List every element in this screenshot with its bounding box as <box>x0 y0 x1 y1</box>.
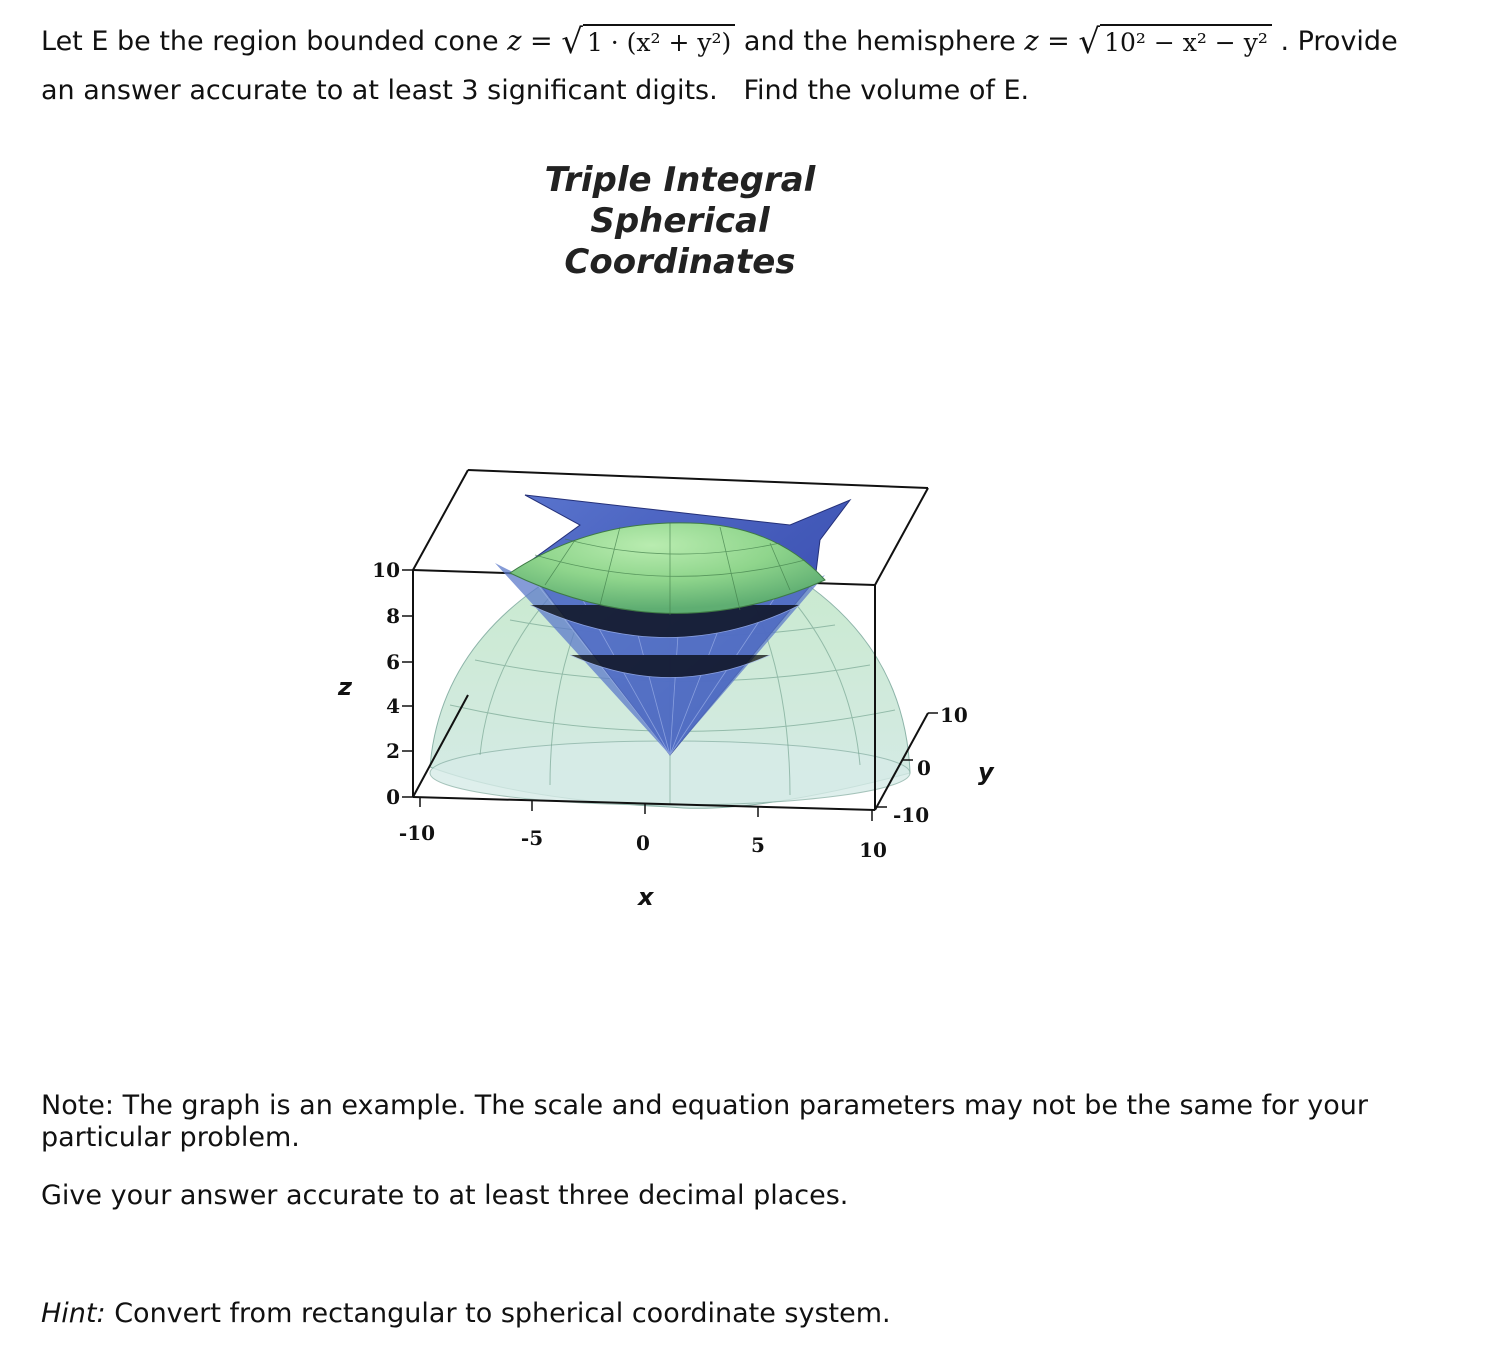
task-text: Find the volume of E. <box>743 75 1030 106</box>
x-tick-label: 10 <box>859 838 887 862</box>
z-tick-label: 8 <box>386 604 400 628</box>
hint-text: Convert from rectangular to spherical coordinate system. <box>105 1298 891 1329</box>
plot-title-line-1: Triple Integral <box>544 160 816 200</box>
problem-text: Let E be the region bounded cone <box>41 26 499 57</box>
problem-text-3: . Provide <box>1280 26 1398 57</box>
x-tick-label: 5 <box>751 833 765 857</box>
plot-title <box>470 160 890 283</box>
cone-z-equals: z = <box>507 26 553 57</box>
x-tick-label: -10 <box>398 821 436 845</box>
problem-line-2 <box>41 67 1461 115</box>
x-tick-label: -5 <box>520 826 544 850</box>
z-tick-label: 6 <box>386 650 400 674</box>
y-tick-label: 0 <box>917 756 931 780</box>
z-tick-label: 4 <box>386 694 400 718</box>
cone-root: √ 1 · (x² + y²) <box>561 18 735 67</box>
cone-radicand: 1 · (x² + y²) <box>583 24 735 60</box>
accuracy-text: an answer accurate to at least 3 significant digits. <box>41 75 718 106</box>
problem-statement <box>41 18 1461 115</box>
sphere-radicand: 10² − x² − y² <box>1100 24 1272 60</box>
answer-instruction: Give your answer accurate to at least three decimal places. <box>41 1180 849 1211</box>
3d-plot <box>320 455 1040 925</box>
sphere-root: √ 10² − x² − y² <box>1078 18 1271 67</box>
x-axis-label: x <box>638 883 654 911</box>
hint-label: Hint: <box>41 1298 106 1329</box>
plot-title-line-2: Spherical Coordinates <box>564 201 796 282</box>
z-tick-label: 10 <box>372 558 400 582</box>
note-text: Note: The graph is an example. The scale and equation parameters may not be the same for your particular problem. <box>41 1090 1368 1153</box>
y-tick-label: 10 <box>940 703 968 727</box>
y-tick-label: -10 <box>893 803 930 827</box>
sphere-z-equals: z = <box>1024 26 1070 57</box>
hint <box>41 1298 891 1329</box>
z-tick-label: 0 <box>386 785 400 809</box>
z-tick-label: 2 <box>386 739 400 763</box>
problem-text-2: and the hemisphere <box>743 26 1016 57</box>
z-axis <box>402 570 413 797</box>
z-axis-label: z <box>338 673 352 701</box>
problem-line-1 <box>41 18 1461 67</box>
y-axis-label: y <box>978 758 994 786</box>
x-tick-label: 0 <box>636 831 650 855</box>
